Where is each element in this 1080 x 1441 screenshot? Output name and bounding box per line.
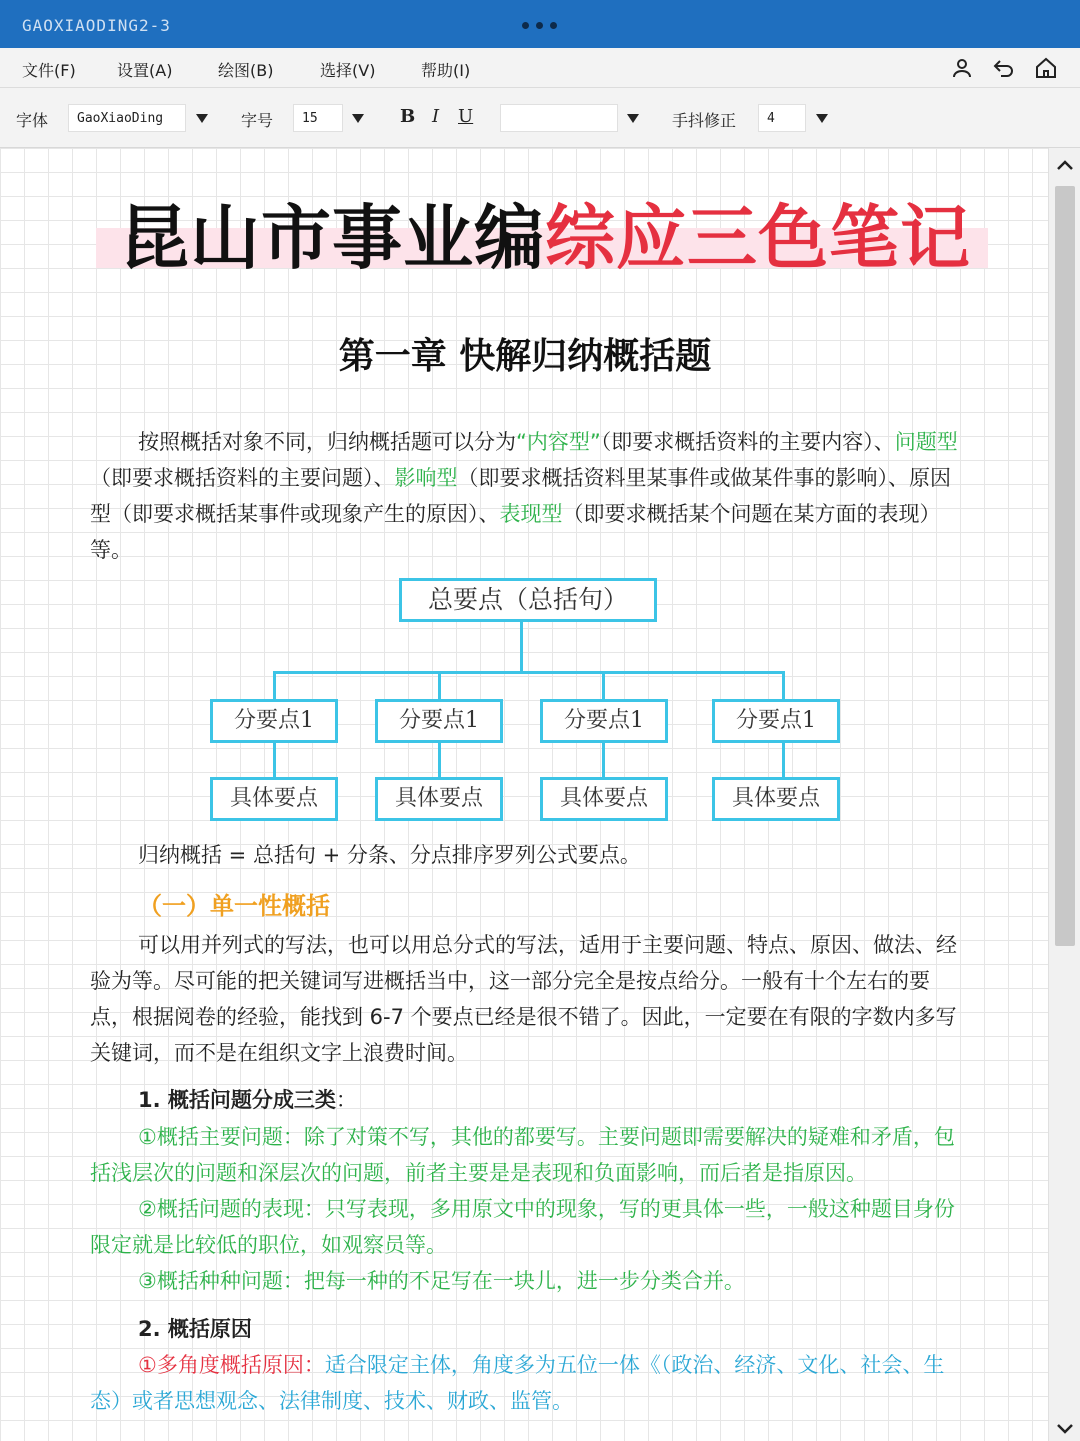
bold-button[interactable]: B	[400, 106, 416, 127]
intro-type-manifest: 表现型	[499, 502, 563, 526]
menu-draw[interactable]: 绘图(B)	[218, 61, 274, 80]
menu-bar	[0, 48, 1080, 88]
cause-item-1-text: 适合限定主体，角度多为五位一体《（政治、经济、文化、社会、生态）或者思想观念、法律制度、技术、财政、监管。	[90, 1353, 945, 1413]
intro-type-problem: 问题型	[894, 430, 958, 454]
problem-item-3: ③概括种种问题：把每一种的不足写在一块儿，进一步分类合并。	[138, 1269, 745, 1293]
vertical-scrollbar[interactable]	[1048, 148, 1080, 1441]
scroll-up-icon[interactable]	[1055, 156, 1075, 176]
italic-button[interactable]: I	[432, 106, 440, 127]
window-options-icon[interactable]	[522, 22, 557, 29]
underline-button[interactable]: U	[458, 106, 474, 127]
section1-paragraph: 可以用并列式的写法，也可以用总分式的写法，适用于主要问题、特点、原因、做法、经验为等。尽可能的把关键词写进概括当中，这一部分完全是按点给分。一般有十个左右的要点，根据阅卷的经验，能找到 6-7 个要点已经是很不错了。因此，一定要在有限的字数内多写关键词，而不是在组织文字上浪费时间。	[90, 933, 957, 1065]
problem-item-2: ②概括问题的表现：只写表现，多用原文中的现象，写的更具体一些，一般这种题目身份限定就是比较低的职位，如观察员等。	[90, 1197, 955, 1257]
diagram-branch-node: 分要点1	[210, 699, 338, 743]
intro-text-5: （即要求概括某个问题在某方面的表现）等。	[90, 502, 941, 562]
diagram-branch-node: 分要点1	[712, 699, 840, 743]
app-title: GAOXIAODING2-3	[22, 16, 171, 35]
menu-help[interactable]: 帮助(I)	[421, 61, 471, 80]
size-select[interactable]: 15	[293, 104, 343, 132]
diagram-leaf-node: 具体要点	[210, 777, 338, 821]
font-select[interactable]: GaoXiaoDing	[68, 104, 186, 132]
intro-text-4: （即要求概括资料里某事件或做某件事的影响）、原因型（即要求概括某事件或现象产生的原因）、	[90, 466, 951, 526]
subheading-causes: 2. 概括原因	[138, 1317, 252, 1341]
diagram-top-node: 总要点（总括句）	[399, 578, 657, 622]
document-title	[0, 182, 1048, 283]
subheading-colon: ：	[335, 1088, 357, 1112]
title-red-part: 综应三色笔记	[545, 196, 971, 279]
intro-text-1: 按照概括对象不同，归纳概括题可以分为	[138, 430, 516, 454]
tremor-label: 手抖修正	[672, 111, 737, 130]
diagram-leaf-node: 具体要点	[375, 777, 503, 821]
title-bar	[0, 0, 1080, 48]
undo-icon[interactable]	[992, 56, 1016, 80]
diagram-leaf-node: 具体要点	[712, 777, 840, 821]
intro-text-2: （即要求概括资料的主要内容）、	[600, 430, 895, 454]
diagram-branch-node: 分要点1	[540, 699, 668, 743]
title-black-part: 昆山市事业编	[119, 196, 545, 279]
font-dropdown-icon[interactable]	[188, 104, 216, 132]
document-canvas[interactable]	[0, 148, 1048, 1441]
scrollbar-thumb[interactable]	[1055, 186, 1075, 946]
subheading-problems-text: 1. 概括问题分成三类	[138, 1088, 336, 1112]
tremor-dropdown-icon[interactable]	[808, 104, 836, 132]
color-dropdown-icon[interactable]	[619, 104, 647, 132]
formula-text: 归纳概括 = 总括句 + 分条、分点排序罗列公式要点。	[138, 843, 641, 867]
size-dropdown-icon[interactable]	[344, 104, 372, 132]
format-toolbar	[0, 88, 1080, 148]
subheading-problems	[138, 1084, 357, 1114]
font-label: 字体	[16, 111, 49, 130]
cause-item-1-label: ①多角度概括原因：	[138, 1353, 325, 1377]
size-label: 字号	[241, 111, 274, 130]
intro-type-content: “内容型”	[516, 430, 601, 454]
diagram-branch-node: 分要点1	[375, 699, 503, 743]
menu-settings[interactable]: 设置(A)	[117, 61, 173, 80]
menu-select[interactable]: 选择(V)	[320, 61, 376, 80]
menu-file[interactable]: 文件(F)	[22, 61, 76, 80]
intro-paragraph	[90, 424, 970, 568]
color-select[interactable]	[500, 104, 618, 132]
section-heading-1: （一）单一性概括	[138, 892, 330, 920]
diagram-leaf-node: 具体要点	[540, 777, 668, 821]
user-icon[interactable]	[950, 56, 974, 80]
intro-text-3: （即要求概括资料的主要问题）、	[90, 466, 395, 490]
cause-item-1	[90, 1347, 970, 1419]
intro-type-impact: 影响型	[394, 466, 458, 490]
tremor-select[interactable]: 4	[758, 104, 806, 132]
chapter-heading: 第一章 快解归纳概括题	[338, 336, 712, 377]
problem-item-1: ①概括主要问题：除了对策不写，其他的都要写。主要问题即需要解决的疑难和矛盾，包括浅层次的问题和深层次的问题，前者主要是是表现和负面影响，而后者是指原因。	[90, 1125, 955, 1185]
scroll-down-icon[interactable]	[1055, 1418, 1075, 1438]
home-icon[interactable]	[1034, 56, 1058, 80]
